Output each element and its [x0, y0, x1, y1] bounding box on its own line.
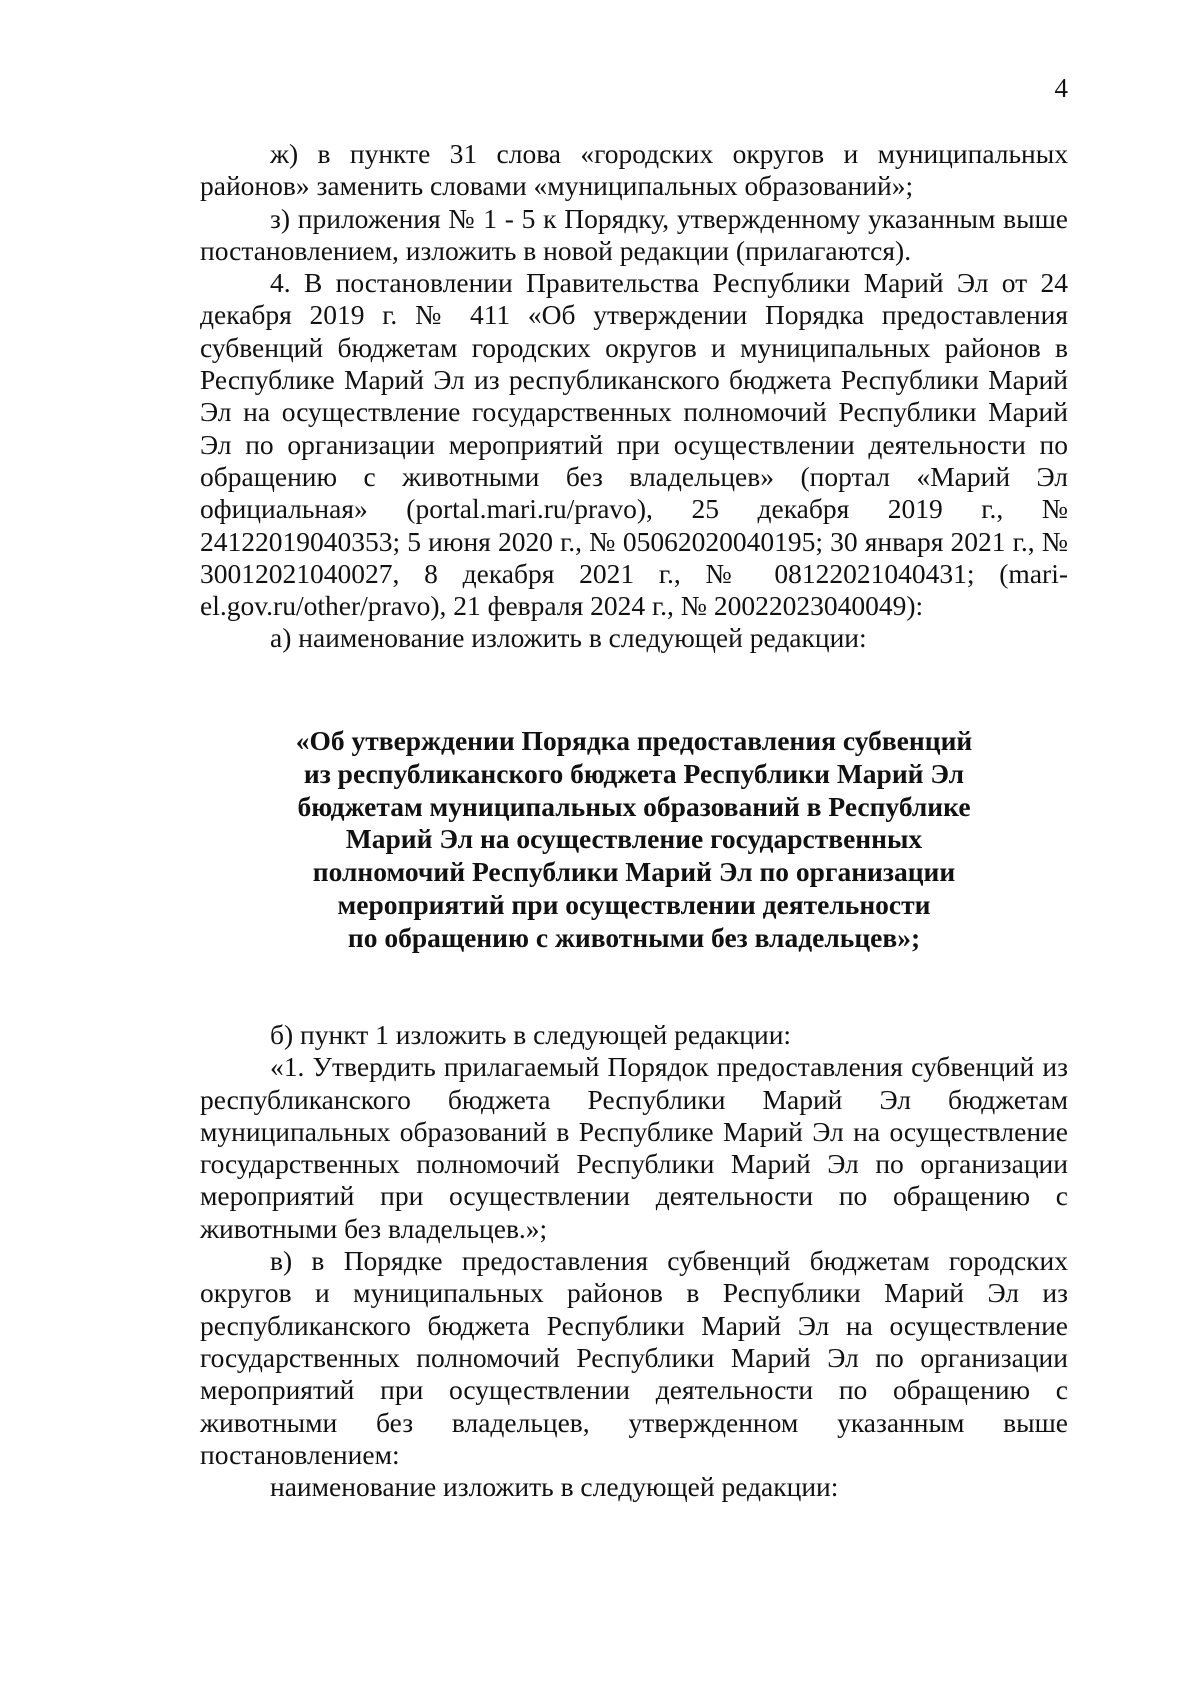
paragraph-item-b: б) пункт 1 изложить в следующей редакции:	[270, 1019, 792, 1050]
title-line: мероприятий при осуществлении деятельности	[337, 888, 931, 920]
quoted-title	[200, 725, 1068, 955]
paragraph-point-1: «1. Утвердить прилагаемый Порядок предоставления субвенций из республиканского бюджета Республики Марий Эл бюджетам муниципальных образований в Республике Марий Эл на осуществление государственных полномочий Республики Марий Эл по организации мероприятий при осуществлении деятельности по обращению с животными без владельцев.»;	[200, 1051, 1068, 1244]
page-number: 4	[1054, 73, 1068, 103]
title-line: по обращению с животными без владельцев»;	[347, 921, 921, 953]
paragraph-item-a: а) наименование изложить в следующей редакции:	[270, 622, 867, 654]
paragraph-item-v: в) в Порядке предоставления субвенций бюджетам городских округов и муниципальных районов в Республики Марий Эл из республиканского бюджета Республики Марий Эл на осуществление государственных полномочий Республики Марий Эл по организации мероприятий при осуществлении деятельности по обращению с животными без владельцев, утвержденном указанным выше постановлением:	[200, 1245, 1068, 1470]
paragraph-item-z: з) приложения № 1 - 5 к Порядку, утвержденному указанным выше постановлением, изложить в новой редакции (прилагаются).	[200, 202, 1068, 266]
title-line: «Об утверждении Порядка предоставления субвенций	[295, 725, 973, 756]
title-line: Марий Эл на осуществление государственных	[345, 823, 923, 855]
document-body-bottom	[200, 1019, 1068, 1503]
title-line: из республиканского бюджета Республики Марий Эл	[303, 757, 965, 789]
title-line: бюджетам муниципальных образований в Республике	[297, 790, 971, 822]
paragraph-item-4: 4. В постановлении Правительства Республики Марий Эл от 24 декабря 2019 г. № 411 «Об утверждении Порядка предоставления субвенций бюджетам городских округов и муниципальных районов в Республике Марий Эл из республиканского бюджета Республики Марий Эл на осуществление государственных полномочий Республики Марий Эл по организации мероприятий при осуществлении деятельности по обращению с животными без владельцев» (портал «Марий Эл официальная» (portal.mari.ru/pravo), 25 декабря 2019 г., № 24122019040353; 5 июня 2020 г., № 05062020040195; 30 января 2021 г., № 30012021040027, 8 декабря 2021 г., № 08122021040431; (mari-el.gov.ru/other/pravo), 21 февраля 2024 г., № 20022023040049):	[200, 267, 1068, 622]
title-line: полномочий Республики Марий Эл по организации	[312, 856, 956, 888]
paragraph-naming: наименование изложить в следующей редакции:	[270, 1471, 839, 1503]
paragraph-item-zh: ж) в пункте 31 слова «городских округов и муниципальных районов» заменить словами «муниципальных образований»;	[200, 138, 1068, 202]
document-body-top	[200, 138, 1068, 655]
